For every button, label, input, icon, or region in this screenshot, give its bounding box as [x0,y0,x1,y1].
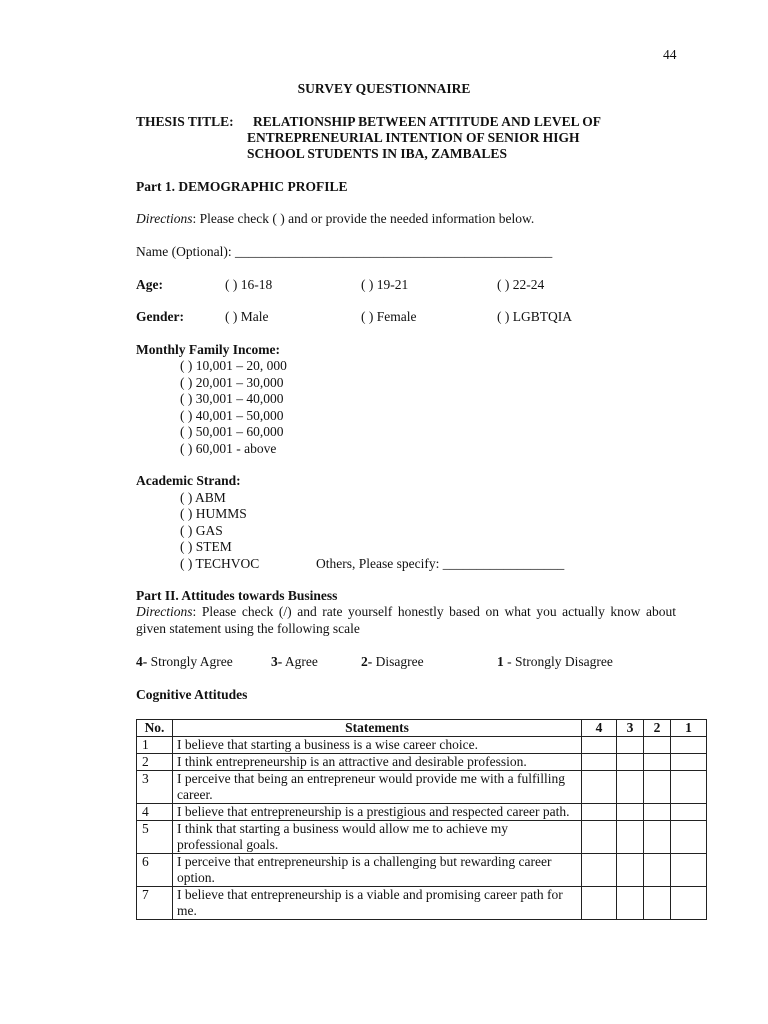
thesis-title-line-2: ENTREPRENEURIAL INTENTION OF SENIOR HIGH [247,130,580,145]
rating-cell-1[interactable] [671,887,707,920]
scale-item-2: 2- Disagree [361,654,424,669]
row-number: 2 [137,754,173,771]
strand-option-abm[interactable]: ( ) ABM [180,490,226,505]
rating-cell-4[interactable] [582,804,617,821]
table-row [137,754,707,771]
strand-option-gas[interactable]: ( ) GAS [180,523,223,538]
rating-cell-1[interactable] [671,854,707,887]
rating-cell-4[interactable] [582,737,617,754]
scale-item-1: 1 - Strongly Disagree [497,654,613,669]
row-number: 5 [137,821,173,854]
rating-cell-2[interactable] [644,804,671,821]
gender-option-lgbtqia[interactable]: ( ) LGBTQIA [497,309,572,324]
rating-cell-2[interactable] [644,887,671,920]
row-number: 1 [137,737,173,754]
rating-cell-3[interactable] [617,754,644,771]
row-statement: I believe that entrepreneurship is a prestigious and respected career path. [173,804,582,821]
table-row [137,887,707,920]
rating-cell-4[interactable] [582,821,617,854]
header-rating-3: 3 [617,720,644,737]
rating-cell-3[interactable] [617,804,644,821]
rating-cell-3[interactable] [617,737,644,754]
strand-option-humms[interactable]: ( ) HUMMS [180,506,247,521]
income-option-2[interactable]: ( ) 20,001 – 30,000 [180,375,284,390]
rating-cell-3[interactable] [617,821,644,854]
strand-option-stem[interactable]: ( ) STEM [180,539,232,554]
table-row [137,771,707,804]
income-option-4[interactable]: ( ) 40,001 – 50,000 [180,408,284,423]
table-header-row [137,720,707,737]
part1-heading: Part 1. DEMOGRAPHIC PROFILE [136,179,348,194]
part2-directions [136,604,676,637]
rating-cell-2[interactable] [644,854,671,887]
row-number: 3 [137,771,173,804]
strand-label: Academic Strand: [136,473,241,488]
scale-item-4: 4- Strongly Agree [136,654,233,669]
thesis-title-line-1: RELATIONSHIP BETWEEN ATTITUDE AND LEVEL OF [253,114,601,129]
income-option-3[interactable]: ( ) 30,001 – 40,000 [180,391,284,406]
age-option-19-21[interactable]: ( ) 19-21 [361,277,409,292]
header-rating-2: 2 [644,720,671,737]
income-option-1[interactable]: ( ) 10,001 – 20, 000 [180,358,287,373]
age-option-16-18[interactable]: ( ) 16-18 [225,277,273,292]
thesis-title-line-3: SCHOOL STUDENTS IN IBA, ZAMBALES [247,146,507,161]
header-rating-4: 4 [582,720,617,737]
table-row [137,804,707,821]
rating-cell-4[interactable] [582,771,617,804]
rating-cell-4[interactable] [582,887,617,920]
gender-option-male[interactable]: ( ) Male [225,309,269,324]
rating-cell-3[interactable] [617,854,644,887]
row-statement: I perceive that being an entrepreneur would provide me with a fulfilling career. [173,771,582,804]
rating-cell-2[interactable] [644,737,671,754]
rating-cell-2[interactable] [644,754,671,771]
header-no: No. [137,720,173,737]
part2-directions-text: : Please check (/) and rate yourself honestly based on what you actually know about given statement using the following scale [136,604,676,636]
age-option-22-24[interactable]: ( ) 22-24 [497,277,545,292]
row-statement: I believe that entrepreneurship is a viable and promising career path for me. [173,887,582,920]
rating-cell-1[interactable] [671,804,707,821]
age-label: Age: [136,277,163,292]
header-statements: Statements [173,720,582,737]
part2-heading: Part II. Attitudes towards Business [136,588,338,603]
row-number: 6 [137,854,173,887]
cognitive-attitudes-heading: Cognitive Attitudes [136,687,248,702]
part1-directions-text: : Please check ( ) and or provide the needed information below. [192,211,535,226]
scale-item-3: 3- Agree [271,654,318,669]
rating-cell-4[interactable] [582,854,617,887]
row-statement: I think that starting a business would allow me to achieve my professional goals. [173,821,582,854]
rating-cell-1[interactable] [671,771,707,804]
income-option-5[interactable]: ( ) 50,001 – 60,000 [180,424,284,439]
rating-cell-1[interactable] [671,821,707,854]
table-row [137,821,707,854]
header-rating-1: 1 [671,720,707,737]
rating-cell-2[interactable] [644,821,671,854]
gender-label: Gender: [136,309,184,324]
row-number: 7 [137,887,173,920]
name-field[interactable]: Name (Optional): _______________________________________________ [136,244,553,259]
part1-directions [136,211,534,227]
strand-option-techvoc[interactable]: ( ) TECHVOC [180,556,260,571]
row-statement: I think entrepreneurship is an attractive and desirable profession. [173,754,582,771]
row-statement: I perceive that entrepreneurship is a challenging but rewarding career option. [173,854,582,887]
rating-cell-2[interactable] [644,771,671,804]
rating-cell-3[interactable] [617,771,644,804]
income-label: Monthly Family Income: [136,342,280,357]
part1-directions-label: Directions [136,211,193,226]
rating-cell-4[interactable] [582,754,617,771]
table-row [137,737,707,754]
row-statement: I believe that starting a business is a wise career choice. [173,737,582,754]
rating-cell-3[interactable] [617,887,644,920]
rating-cell-1[interactable] [671,737,707,754]
income-option-6[interactable]: ( ) 60,001 - above [180,441,277,456]
part2-directions-label: Directions [136,604,193,619]
document-title: SURVEY QUESTIONNAIRE [297,81,471,96]
gender-option-female[interactable]: ( ) Female [361,309,417,324]
table-row [137,854,707,887]
rating-cell-1[interactable] [671,754,707,771]
cognitive-attitudes-table [136,719,707,920]
row-number: 4 [137,804,173,821]
thesis-title-label: THESIS TITLE: [136,114,234,129]
strand-others-field[interactable]: Others, Please specify: __________________ [316,556,565,571]
page-number: 44 [663,47,677,62]
